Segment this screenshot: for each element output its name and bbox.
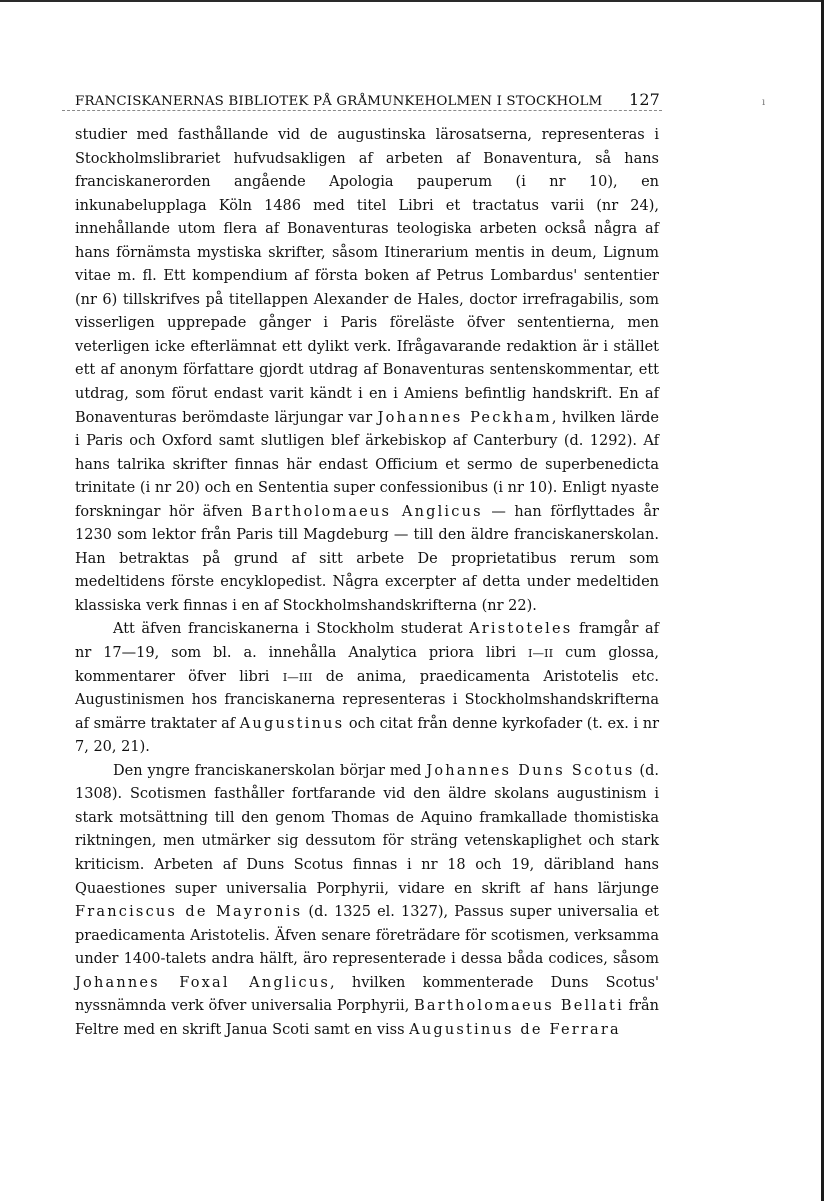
running-head-title: FRANCISKANERNAS BIBLIOTEK PÅ GRÅMUNKEHOLMEN I STOCKHOLM	[75, 94, 603, 109]
text-run: från Feltre med en skrift Janua Scoti samt en viss	[75, 998, 659, 1038]
text-run: , hvilken lärde i Paris och Oxford samt slutligen blef ärkebiskop af Canterbury (d. 1292). Af hans talrika skrifter finnas här endast Officium et sermo de superbenedicta trinitate (i nr 20) och en Sententia super confessionibus (i nr 10). Enligt nyaste forskningar hör äfven	[75, 409, 659, 520]
name-bartholomaeus-anglicus: Bartholomaeus Anglicus	[251, 503, 483, 520]
text-run: (d. 1325 el. 1327), Passus super universalia et praedicamenta Aristotelis. Äfven senare företrädare för scotismen, verksamma under 1400-talets andra hälft, äro representerade i dessa båda codices, såsom	[75, 904, 659, 968]
text-run: framgår af nr 17—19, som bl. a. innehålla Analytica priora libri	[75, 621, 660, 662]
name-johannes-peckham: Johannes Peckham	[377, 409, 552, 426]
text-run: cum glossa, kommentarer öfver libri	[75, 645, 660, 685]
text-run: studier med fasthållande vid de augustinska lärosatserna, representeras i Stockholmslibrariet hufvudsakligen af arbeten af Bonaventura, så hans franciskanerorden angående Apologia pauperum (i nr 10), en inkunabelupplaga Köln 1486 med titel Libri et tractatus varii (nr 24), innehållande utom flera af Bonaventuras teologiska arbeten också några af hans förnämsta mystiska skrifter, såsom Itinerarium mentis in deum, Lignum vitae m. fl. Ett kompendium af första boken af Petrus Lombardus' sententier (nr 6) tillskrifves på titellappen Alexander de Hales, doctor irrefragabilis, som visserligen upprepade gånger i Paris föreläste öfver sententierna, men veterligen icke efterlämnat ett dylikt verk. Ifrågavarande redaktion är i stället ett af anonym författare gjordt utdrag af Bonaventuras sentenskommentar, ett utdrag, som förut endast varit kändt i en i Amiens befintlig handskrift. En af Bonaventuras berömdaste lärjungar var	[75, 127, 659, 426]
name-franciscus-de-mayronis: Franciscus de Mayronis	[75, 904, 303, 921]
scan-border-top	[0, 0, 824, 2]
page-number: 127	[629, 90, 660, 109]
name-augustinus: Augustinus	[239, 715, 345, 732]
name-augustinus-de-ferrara: Augustinus de Ferrara	[409, 1021, 621, 1038]
text-run: Att äfven franciskanerna i Stockholm studerat	[113, 621, 470, 638]
header-rule	[62, 110, 662, 111]
paragraph-aristoteles	[75, 618, 659, 759]
name-bartholomaeus-bellati: Bartholomaeus Bellati	[414, 998, 624, 1015]
text-run: — han förflyttades år 1230 som lektor från Paris till Magdeburg — till den äldre franciskanerskolan. Han betraktas på grund af sitt arbete De proprietatibus rerum som medeltidens förste encyklopedist. Några excerpter af detta under medeltiden klassiska verk finnas i en af Stockholmshandskrifterna (nr 22).	[75, 503, 659, 614]
text-run: (d. 1308). Scotismen fasthåller fortfarande vid den äldre skolans augustinism i stark motsättning till den genom Thomas de Aquino framkallade thomistiska riktningen, men utmärker sig dessutom för sträng vetenskaplighet och stark kriticism. Arbeten af Duns Scotus finnas i nr 18 och 19, däribland hans Quaestiones super universalia Porphyrii, vidare en skrift af hans lärjunge	[75, 762, 659, 897]
text-run: och citat från denne kyrkofader (t. ex. i nr 7, 20, 21).	[75, 715, 659, 756]
paragraph-bonaventura	[75, 124, 659, 618]
text-run: de anima, praedicamenta Aristotelis etc. Augustinismen hos franciskanerna representeras i Stockholmshandskrifterna af smärre traktater af	[75, 668, 659, 732]
body-text	[75, 124, 659, 1042]
name-johannes-duns-scotus: Johannes Duns Scotus	[426, 762, 635, 779]
name-aristoteles: Aristoteles	[469, 621, 573, 638]
paragraph-duns-scotus	[75, 760, 659, 1043]
roman-numeral: I—II	[528, 646, 554, 661]
name-johannes-foxal-anglicus: Johannes Foxal Anglicus	[75, 974, 331, 991]
running-header	[75, 90, 660, 109]
text-run: , hvilken kommenterade Duns Scotus' nyssnämnda verk öfver universalia Porphyrii,	[75, 974, 659, 1015]
margin-mark: ı	[762, 97, 766, 108]
text-run: Den yngre franciskanerskolan börjar med	[113, 762, 427, 779]
roman-numeral: I—III	[282, 669, 313, 684]
